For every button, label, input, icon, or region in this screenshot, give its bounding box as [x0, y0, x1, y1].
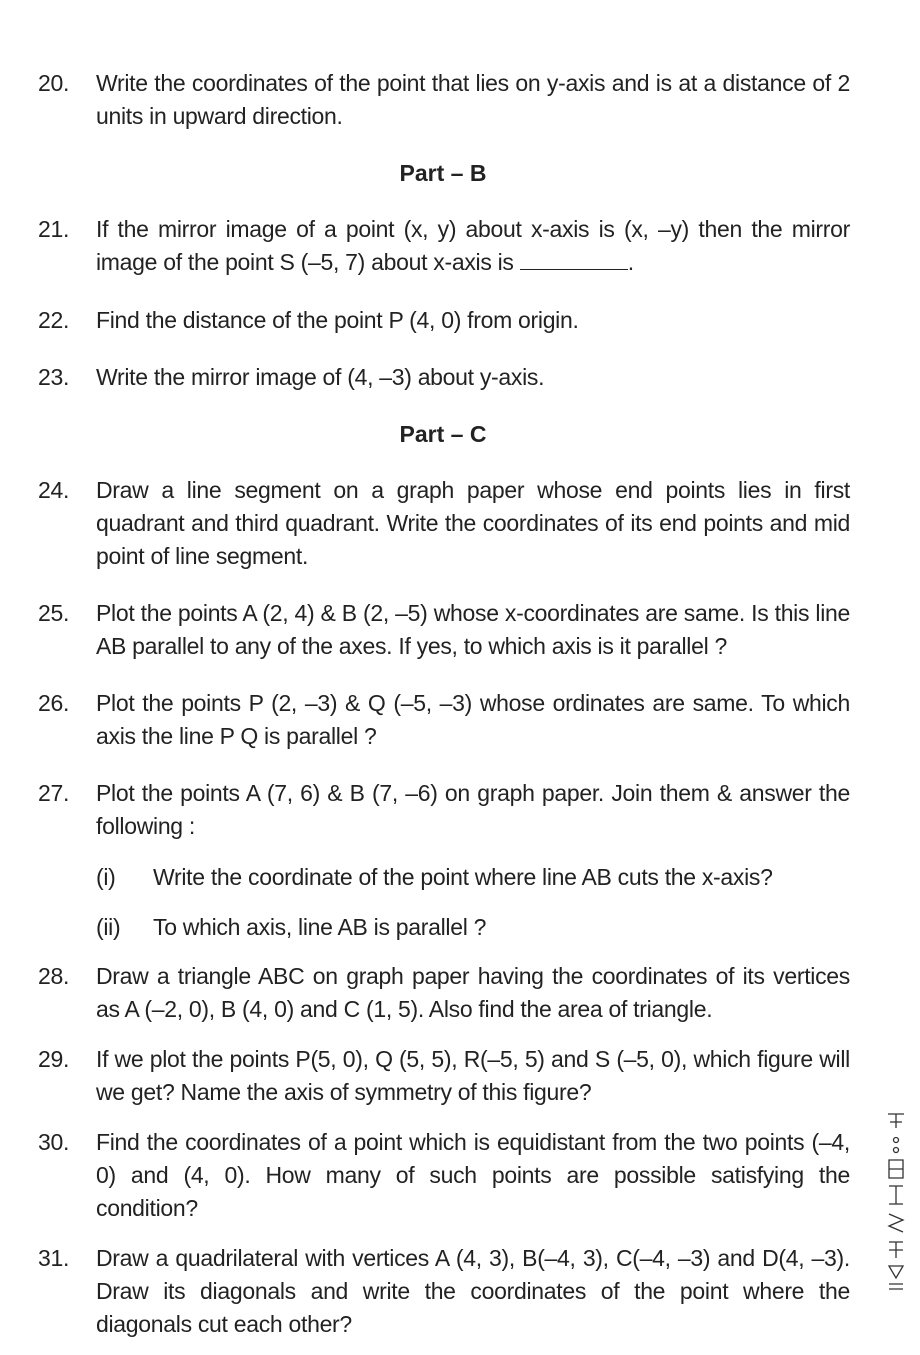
question-number: 20.: [38, 70, 70, 96]
question-text: Write the coordinates of the point that lies on y-axis and is at a distance of 2 units in upward direction.: [96, 70, 850, 129]
question-text: Find the coordinates of a point which is equidistant from the two points (–4, 0) and (4, 0). How many of such points are possible satisfying the condition?: [96, 1129, 850, 1221]
question-number: 30.: [38, 1129, 70, 1155]
question-text: Find the distance of the point P (4, 0) from origin.: [96, 307, 579, 333]
question-26: [38, 687, 850, 753]
question-text-end: .: [627, 249, 634, 275]
question-23: [38, 361, 850, 394]
question-text: Plot the points A (7, 6) & B (7, –6) on graph paper. Join them & answer the following :: [96, 780, 850, 839]
question-24: [38, 474, 850, 573]
question-number: 28.: [38, 963, 70, 989]
question-text: Write the mirror image of (4, –3) about y-axis.: [96, 364, 545, 390]
sub-question-number: (ii): [96, 914, 121, 940]
question-number: 31.: [38, 1245, 70, 1271]
question-number: 26.: [38, 690, 70, 716]
question-text: Plot the points P (2, –3) & Q (–5, –3) whose ordinates are same. To which axis the line P Q is parallel ?: [96, 690, 850, 749]
sub-question-text: Write the coordinate of the point where line AB cuts the x-axis?: [153, 864, 773, 890]
side-margin-glyphs: [878, 1108, 914, 1293]
answer-blank: [520, 249, 628, 270]
sub-question-number: (i): [96, 864, 116, 890]
question-number: 21.: [38, 216, 70, 242]
question-22: [38, 304, 850, 337]
question-text: Draw a line segment on a graph paper whose end points lies in first quadrant and third quadrant. Write the coordinates of its end points and mid point of line segment.: [96, 477, 850, 569]
question-29: [38, 1043, 850, 1109]
question-25: [38, 597, 850, 663]
side-margin-mark: [878, 1108, 914, 1293]
question-number: 29.: [38, 1046, 70, 1072]
question-text: Plot the points A (2, 4) & B (2, –5) whose x-coordinates are same. Is this line AB parallel to any of the axes. If yes, to which axis is it parallel ?: [96, 600, 850, 659]
part-b-heading: Part – B: [399, 160, 487, 186]
question-text: Draw a quadrilateral with vertices A (4, 3), B(–4, 3), C(–4, –3) and D(4, –3). Draw its diagonals and write the coordinates of the point where the diagonals cut each other?: [96, 1245, 850, 1337]
question-text-part: If the mirror image of a point (x, y) about x-axis is (x, –y) then the mirror image of the point S (–5, 7) about x-axis is: [96, 216, 850, 275]
question-21: [38, 213, 850, 279]
question-number: 27.: [38, 780, 70, 806]
question-30: [38, 1126, 850, 1225]
question-number: 22.: [38, 307, 70, 333]
question-text: If we plot the points P(5, 0), Q (5, 5), R(–5, 5) and S (–5, 0), which figure will we get? Name the axis of symmetry of this figure?: [96, 1046, 850, 1105]
question-31: [38, 1242, 850, 1341]
sub-question-text: To which axis, line AB is parallel ?: [153, 914, 487, 940]
question-28: [38, 960, 850, 1026]
question-27: [38, 777, 850, 843]
question-number: 23.: [38, 364, 70, 390]
part-c-heading: Part – C: [399, 421, 487, 447]
question-number: 25.: [38, 600, 70, 626]
question-20: [38, 67, 850, 133]
question-number: 24.: [38, 477, 70, 503]
question-text: Draw a triangle ABC on graph paper having the coordinates of its vertices as A (–2, 0), B (4, 0) and C (1, 5). Also find the area of triangle.: [96, 963, 850, 1022]
question-text: [96, 213, 850, 279]
